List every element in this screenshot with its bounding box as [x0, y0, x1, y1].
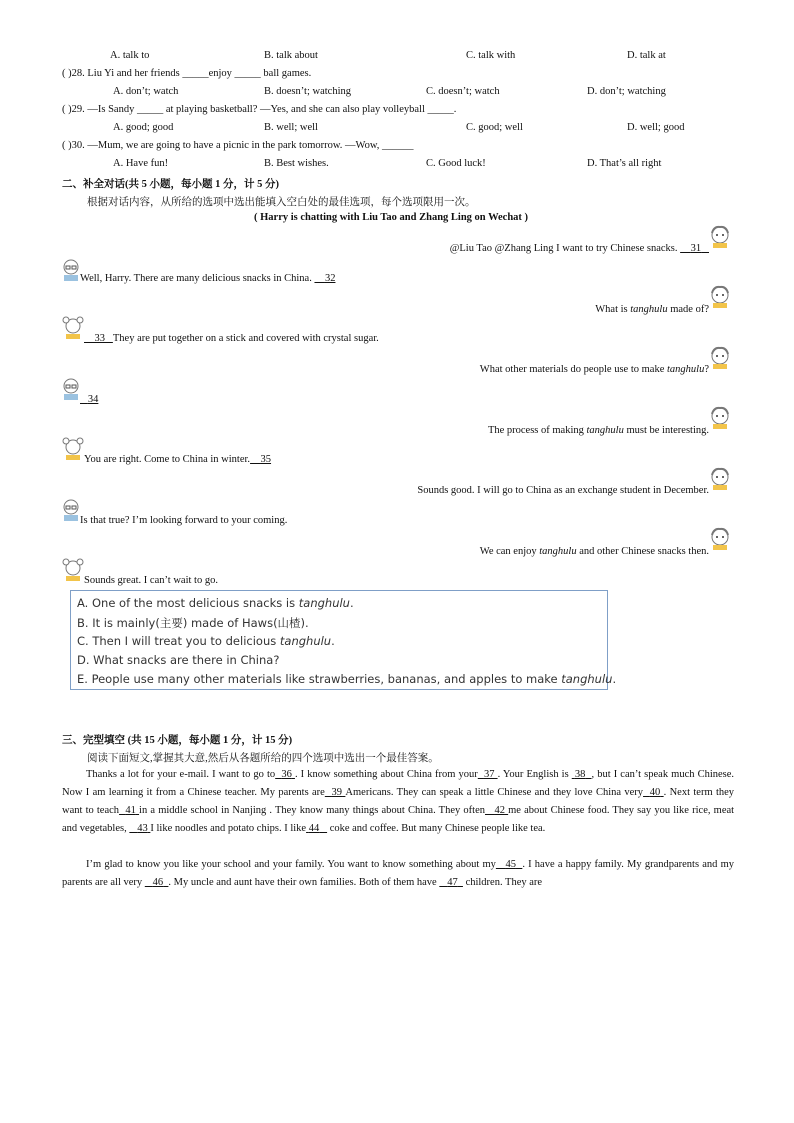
q30-option-d: D. That’s all right [587, 158, 662, 169]
option-b: B. It is mainly(主要) made of Haws(山楂). [77, 616, 309, 630]
q29-option-a: A. good; good [113, 122, 174, 133]
q27-option-d: D. talk at [627, 50, 666, 61]
q29-stem: ( )29. —Is Sandy _____ at playing basketball? —Yes, and she can also play volleyball _____. [62, 104, 457, 115]
dialogue-line-10: Is that true? I’m looking forward to your coming. [80, 515, 288, 526]
dialogue-line-35: You are right. Come to China in winter. 35 [84, 454, 272, 465]
liu-tao-avatar-icon [60, 377, 82, 401]
dialogue-line-32: Well, Harry. There are many delicious snacks in China. 32 [80, 273, 336, 284]
q30-stem: ( )30. —Mum, we are going to have a picnic in the park tomorrow. —Wow, ______ [62, 140, 414, 151]
cloze-paragraph-2: I’m glad to know you like your school and your family. You want to know something about my 45 . I have a happy family. My grandparents and my parents are all very 46 . My uncle and aunt have their own families. Both of them have 47 children. They are [62, 859, 734, 888]
liu-tao-avatar-icon [60, 258, 82, 282]
dialogue-line-3: What is tanghulu made of? [595, 304, 709, 315]
blank-35: 35 [260, 454, 272, 465]
option-c: C. Then I will treat you to delicious tanghulu. [77, 634, 335, 648]
blank-46: 46 [152, 877, 164, 888]
blank-42: 42 [494, 805, 505, 816]
blank-34: 34 [87, 394, 99, 405]
q30-option-b: B. Best wishes. [264, 158, 329, 169]
blank-43: 43 [137, 823, 148, 834]
section2-instruction: 根据对话内容，从所给的选项中选出能填入空白处的最佳选项，每个选项限用一次。 [87, 197, 476, 208]
harry-avatar-icon [709, 225, 731, 249]
blank-31: 31 [690, 243, 702, 254]
blank-40: 40 [649, 787, 661, 798]
q27-option-b: B. talk about [264, 50, 318, 61]
section3-heading: 三、完型填空 (共 15 小题，每小题 1 分，计 15 分) [62, 735, 293, 746]
blank-33: 33 [94, 333, 105, 344]
q30-option-a: A. Have fun! [113, 158, 169, 169]
dialogue-line-33: 33 They are put together on a stick and covered with crystal sugar. [84, 333, 379, 344]
harry-avatar-icon [709, 346, 731, 370]
harry-avatar-icon [709, 527, 731, 551]
dialogue-line-12: Sounds great. I can’t wait to go. [84, 575, 218, 586]
dialogue-line-31: @Liu Tao @Zhang Ling I want to try Chinese snacks. 31 [450, 243, 709, 254]
q29-option-c: C. good; well [466, 122, 523, 133]
section3-instruction: 阅读下面短文,掌握其大意,然后从各题所给的四个选项中选出一个最佳答案。 [87, 753, 439, 764]
liu-tao-avatar-icon [60, 498, 82, 522]
dialogue-context: ( Harry is chatting with Liu Tao and Zhang Ling on Wechat ) [254, 212, 529, 223]
blank-47: 47 [447, 877, 458, 888]
q28-option-b: B. doesn’t; watching [264, 86, 352, 97]
dialogue-line-7: The process of making tanghulu must be interesting. [487, 425, 709, 436]
harry-avatar-icon [709, 406, 731, 430]
harry-avatar-icon [709, 467, 731, 491]
section2-heading: 二、补全对话(共 5 小题，每小题 1 分，计 5 分) [62, 179, 279, 190]
option-d: D. What snacks are there in China? [77, 653, 280, 667]
dialogue-line-34 [80, 394, 98, 405]
q28-option-a: A. don’t; watch [113, 86, 179, 97]
q28-option-d: D. don’t; watching [587, 86, 666, 97]
blank-32: 32 [324, 273, 336, 284]
zhang-ling-avatar-icon [62, 558, 84, 582]
blank-36: 36 [281, 769, 292, 780]
blank-45: 45 [505, 859, 516, 870]
answer-options-box [70, 590, 617, 690]
blank-39: 39 [331, 787, 343, 798]
option-e: E. People use many other materials like strawberries, bananas, and apples to make tanghulu. [77, 672, 617, 686]
q29-option-b: B. well; well [264, 122, 318, 133]
harry-avatar-icon [709, 285, 731, 309]
cloze-paragraph-1: Thanks a lot for your e-mail. I want to go to 36 . I know something about China from your 37 . Your English is 38 , but I can’t speak much Chinese. Now I am learning it from a Chinese teacher. My parents are 39 Americans. They can speak a little Chinese and they love China very 40 . Next term they want to teach 41 in a middle school in Nanjing . They know many things about China. They often 42 me about Chinese food. They say you like rice, meat and vegetables, 43 I like noodles and potato chips. I like 44 coke and coffee. But many Chinese people like tea. [62, 769, 735, 834]
q30-option-c: C. Good luck! [426, 158, 486, 169]
q28-option-c: C. doesn’t; watch [426, 86, 500, 97]
dialogue-line-9: Sounds good. I will go to China as an exchange student in December. [417, 485, 709, 496]
q27-option-a: A. talk to [110, 50, 150, 61]
q28-stem: ( )28. Liu Yi and her friends _____enjoy _____ ball games. [62, 68, 312, 79]
option-a: A. One of the most delicious snacks is tanghulu. [77, 596, 354, 610]
dialogue-line-5: What other materials do people use to make tanghulu? [479, 364, 709, 375]
q27-option-c: C. talk with [466, 50, 516, 61]
blank-37: 37 [483, 769, 495, 780]
zhang-ling-avatar-icon [62, 316, 84, 340]
blank-38: 38 [574, 769, 586, 780]
blank-44: 44 [308, 823, 320, 834]
dialogue-line-11: We can enjoy tanghulu and other Chinese snacks then. [479, 546, 709, 557]
zhang-ling-avatar-icon [62, 437, 84, 461]
q29-option-d: D. well; good [627, 122, 685, 133]
blank-41: 41 [125, 805, 136, 816]
